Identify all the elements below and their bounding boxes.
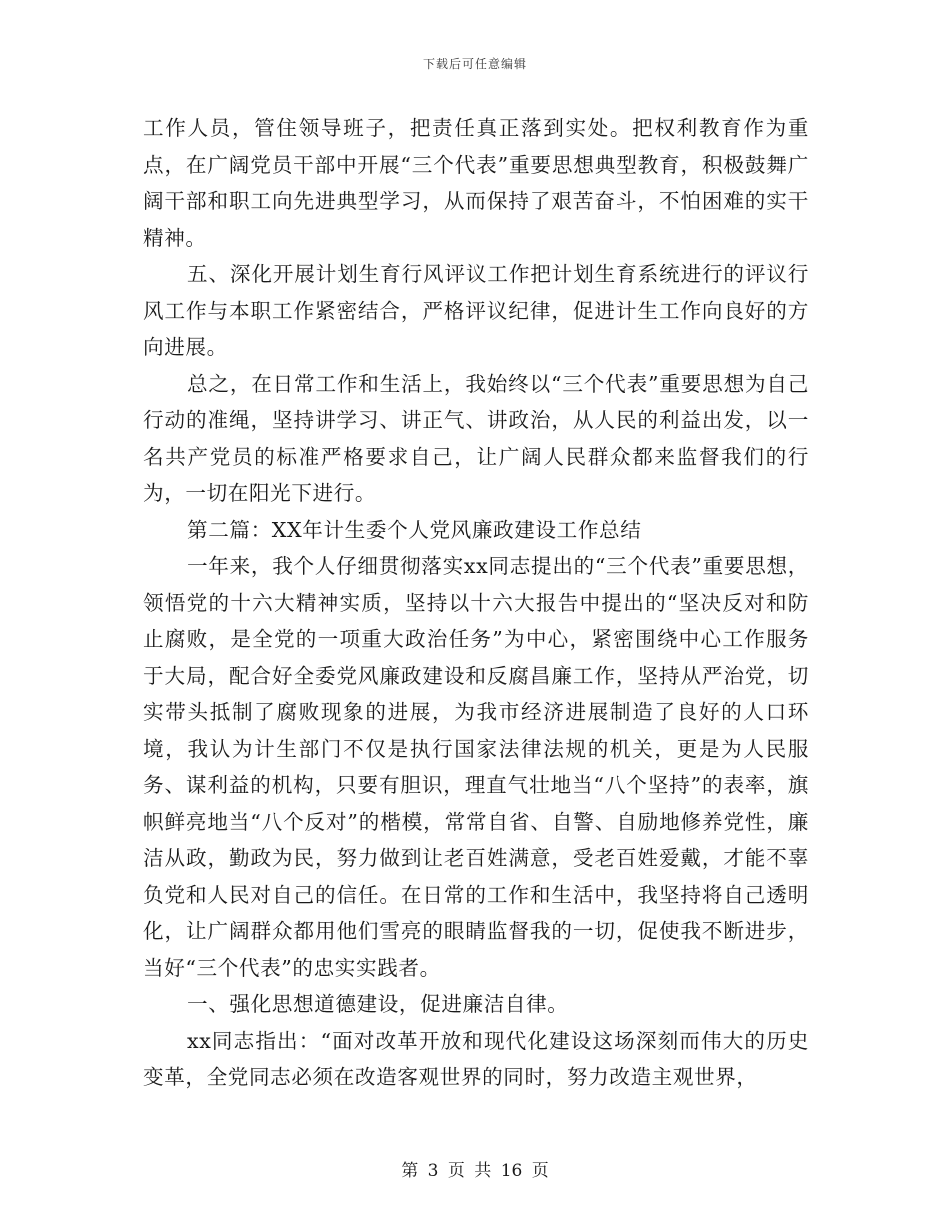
paragraph-intro: 一年来，我个人仔细贯彻落实xx同志提出的“三个代表”重要思想，领悟党的十六大精神实质，坚持以十六大报告中提出的“坚决反对和防止腐败，是全党的一项重大政治任务”为中心，紧密围绕中心工作服务于大局，配合好全委党风廉政建设和反腐昌廉工作，坚持从严治党，切实带头抵制了腐败现象的进展，为我市经济进展制造了良好的人口环境，我认为计生部门不仅是执行国家法律法规的机关，更是为人民服务、谋利益的机构，只要有胆识，理直气壮地当“八个坚持”的表率，旗帜鲜亮地当“八个反对”的楷模，常常自省、自警、自励地修养党性，廉洁从政，勤政为民，努力做到让老百姓满意，受老百姓爱戴，才能不辜负党和人民对自己的信任。在日常的工作和生活中，我坚持将自己透明化，让广阔群众都用他们雪亮的眼睛监督我的一切，促使我不断进步，当好“三个代表”的忠实实践者。: [143, 554, 809, 980]
paragraph-section-five: 五、深化开展计划生育行风评议工作把计划生育系统进行的评议行风工作与本职工作紧密结合，严格评议纪律，促进计生工作向良好的方向进展。: [143, 262, 809, 359]
section-heading-one: 一、强化思想道德建设，促进廉洁自律。: [187, 992, 569, 1016]
header-note: 下载后可任意编辑: [422, 57, 527, 71]
page-number-footer: 第 3 页 共 16 页: [401, 1161, 549, 1181]
section-heading-part-two: 第二篇：XX年计生委个人党风廉政建设工作总结: [187, 517, 642, 542]
document-body: [143, 110, 809, 1096]
paragraph-quote: xx同志指出：“面对改革开放和现代化建设这场深刻而伟大的历史变革，全党同志必须在改造客观世界的同时，努力改造主观世界，: [143, 1028, 809, 1089]
paragraph-continuation: 工作人员，管住领导班子，把责任真正落到实处。把权利教育作为重点，在广阔党员干部中开展“三个代表”重要思想典型教育，积极鼓舞广阔干部和职工向先进典型学习，从而保持了艰苦奋斗，不怕困难的实干精神。: [143, 116, 809, 250]
paragraph-summary: 总之，在日常工作和生活上，我始终以“三个代表”重要思想为自己行动的准绳，坚持讲学习、讲正气、讲政治，从人民的利益出发，以一名共产党员的标准严格要求自己，让广阔人民群众都来监督我们的行为，一切在阳光下进行。: [143, 371, 809, 505]
